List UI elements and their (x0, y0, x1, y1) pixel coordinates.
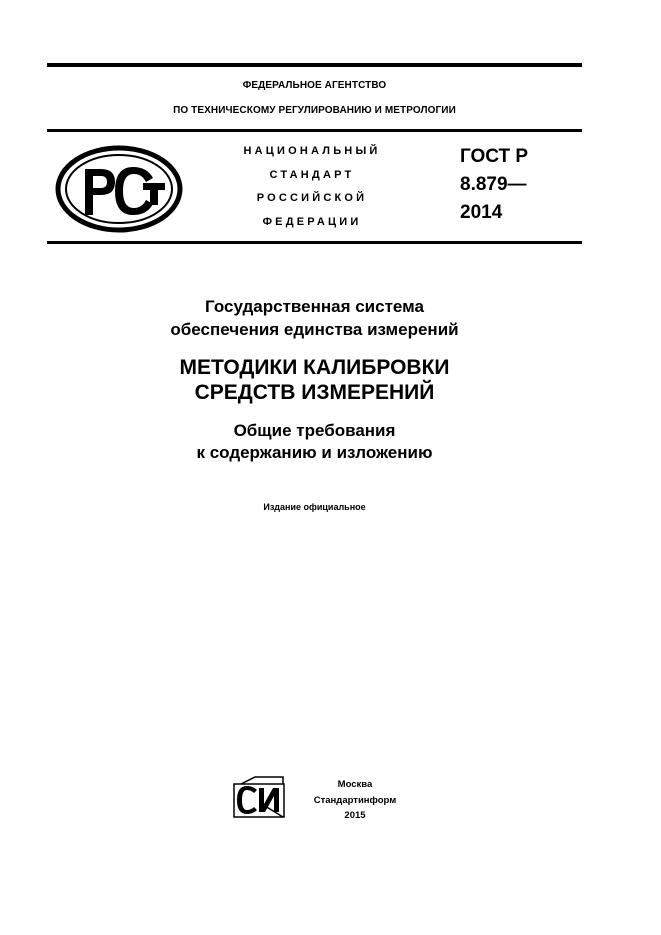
standartinform-logo-icon (233, 776, 287, 818)
document-subtitle-line2: к содержанию и изложению (196, 443, 433, 462)
edition-note: Издание официальное (263, 502, 366, 512)
imprint (306, 777, 404, 824)
document-title-line2: СРЕДСТВ ИЗМЕРЕНИЙ (194, 381, 435, 404)
document-subtitle (47, 420, 582, 464)
imprint-year: 2015 (344, 810, 366, 821)
designation-line3: 2014 (460, 202, 503, 223)
standard-type-line1: НАЦИОНАЛЬНЫЙ (243, 145, 381, 157)
document-subtitle-line1: Общие требования (233, 421, 396, 440)
designation-line1: ГОСТ Р (460, 146, 529, 167)
standard-type-line2: СТАНДАРТ (269, 168, 355, 181)
top-rule (47, 63, 582, 67)
imprint-publisher: Стандартинформ (313, 794, 397, 806)
imprint-city: Москва (337, 779, 373, 790)
standard-type-label (222, 140, 402, 234)
document-title (47, 355, 582, 405)
agency-name-line2: ПО ТЕХНИЧЕСКОМУ РЕГУЛИРОВАНИЮ И МЕТРОЛОГИИ (173, 105, 456, 116)
header-rule (47, 129, 582, 132)
series-title-line1: Государственная система (205, 297, 424, 316)
rst-gost-emblem-icon (55, 145, 183, 233)
standard-type-line3: РОССИЙСКОЙ (256, 192, 368, 204)
document-title-line1: МЕТОДИКИ КАЛИБРОВКИ (179, 356, 450, 379)
series-title (47, 295, 582, 341)
agency-name-line1: ФЕДЕРАЛЬНОЕ АГЕНТСТВО (242, 80, 387, 91)
series-title-line2: обеспечения единства измерений (170, 320, 459, 339)
standard-designation (460, 143, 528, 227)
standard-type-line4: ФЕДЕРАЦИИ (262, 215, 362, 228)
title-block-rule (47, 241, 582, 244)
designation-line2: 8.879— (460, 174, 527, 195)
